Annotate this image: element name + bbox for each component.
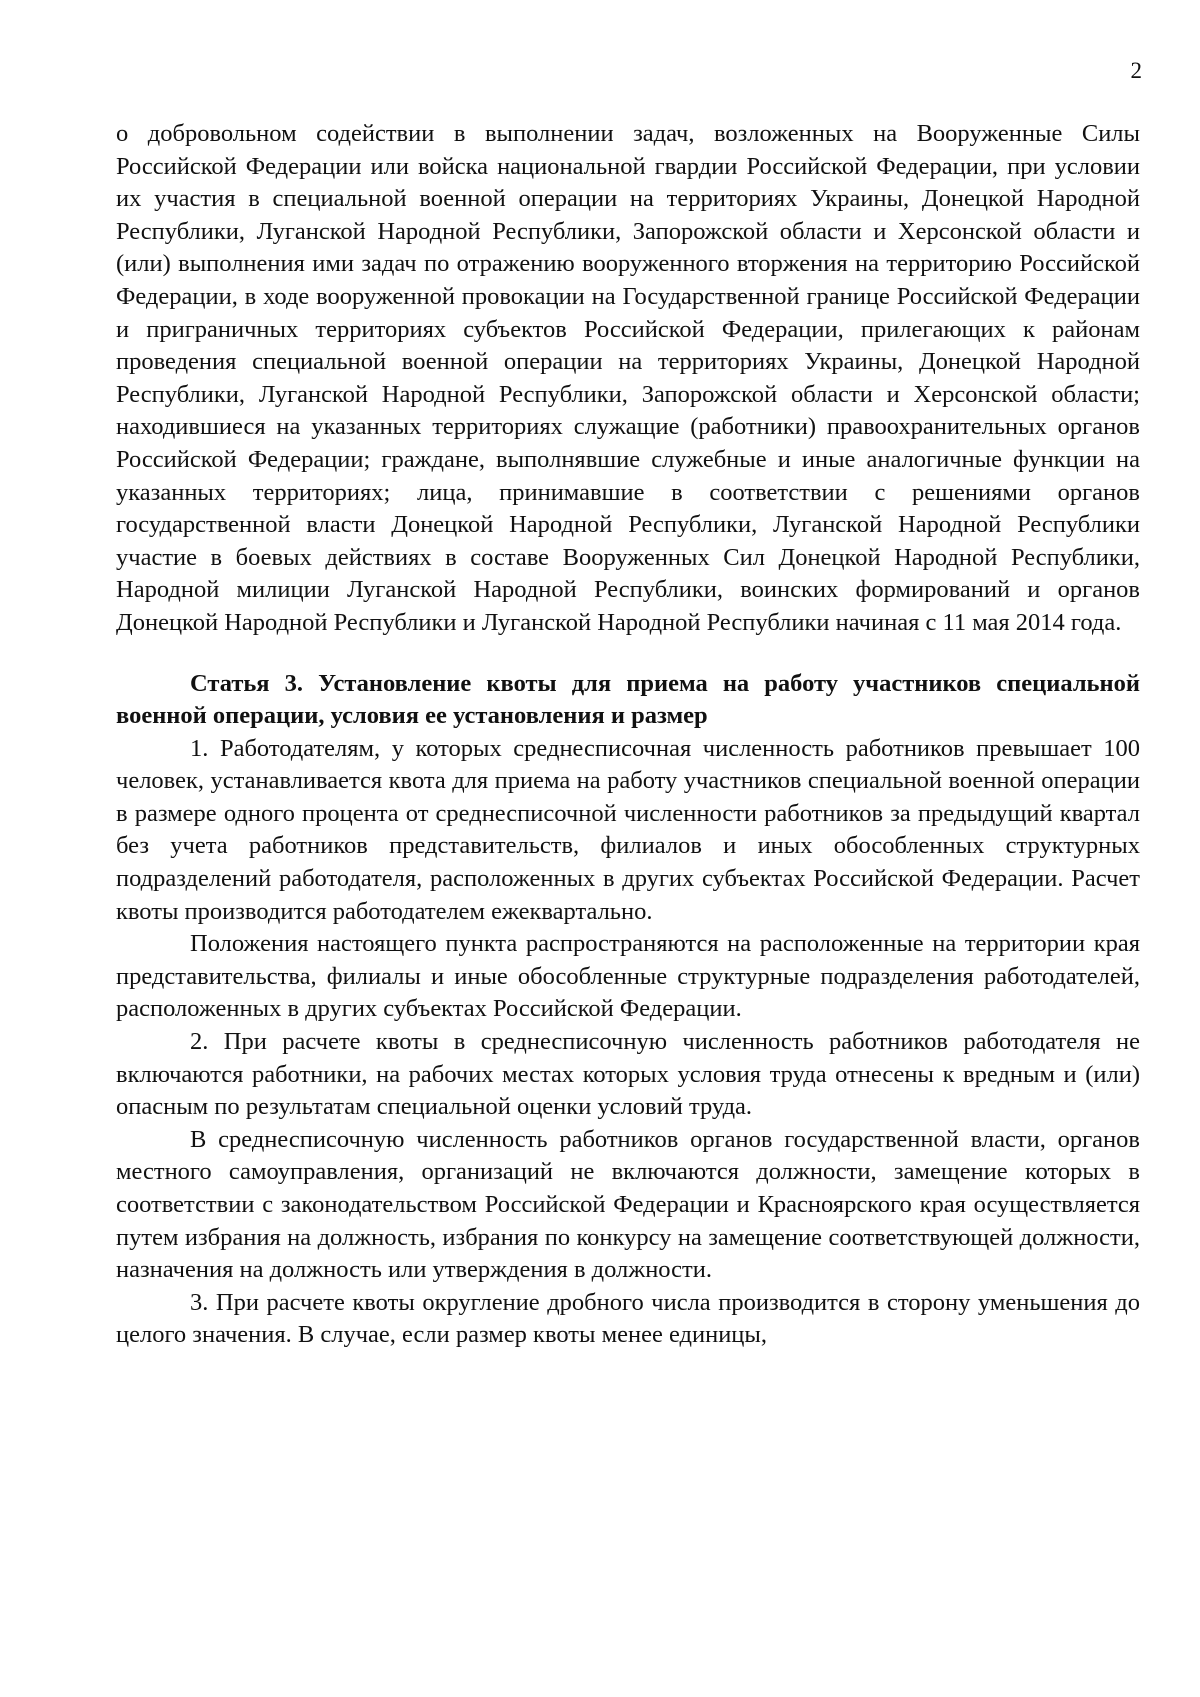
page-number: 2 [1130,58,1142,83]
paragraph-3: 3. При расчете квоты округление дробного числа производится в сторону уменьшения до целого значения. В случае, если размер квоты менее единицы, [116,1288,1140,1349]
continued-paragraph: о добровольном содействии в выполнении задач, возложенных на Вооруженные Силы Российской Федерации или войска национальной гвардии Российской Федерации, при условии их участия в специальной военной операции на территориях Украины, Донецкой Народной Республики, Луганской Народной Республики, Запорожской области и Херсонской области и (или) выполнения ими задач по отражению вооруженного вторжения на территорию Российской Федерации, в ходе вооруженной провокации на Государственной границе Российской Федерации и приграничных территориях субъектов Российской Федерации, прилегающих к районам проведения специальной военной операции на территориях Украины, Донецкой Народной Республики, Луганской Народной Республики, Запорожской области и Херсонской области; находившиеся на указанных территориях служащие (работники) правоохранительных органов Российской Федерации; граждане, выполнявшие служебные и иные аналогичные функции на указанных территориях; лица, принимавшие в соответствии с решениями органов государственной власти Донецкой Народной Республики, Луганской Народной Республики участие в боевых действиях в составе Вооруженных Сил Донецкой Народной Республики, Народной милиции Луганской Народной Республики, воинских формирований и органов Донецкой Народной Республики и Луганской Народной Республики начиная с 11 мая 2014 года. [116,120,1140,636]
article-title: Статья 3. Установление квоты для приема на работу участников специальной военной операции, условия ее установления и размер [116,669,1140,730]
document-body [116,118,1140,1352]
paragraph-2: 2. При расчете квоты в среднесписочную численность работников работодателя не включаются работники, на рабочих местах которых условия труда отнесены к вредным и (или) опасным по результатам специальной оценки условий труда. [116,1028,1140,1121]
paragraph-1: 1. Работодателям, у которых среднесписочная численность работников превышает 100 человек, устанавливается квота для приема на работу участников специальной военной операции в размере одного процента от среднесписочной численности работников за предыдущий квартал без учета работников представительств, филиалов и иных обособленных структурных подразделений работодателя, расположенных в других субъектах Российской Федерации. Расчет квоты производится работодателем ежеквартально. [116,734,1140,925]
paragraph-1-provisions: Положения настоящего пункта распространяются на расположенные на территории края представительства, филиалы и иные обособленные структурные подразделения работодателей, расположенных в других субъектах Российской Федерации. [116,930,1140,1023]
paragraph-2-exclusions: В среднесписочную численность работников органов государственной власти, органов местного самоуправления, организаций не включаются должности, замещение которых в соответствии с законодательством Российской Федерации и Красноярского края осуществляется путем избрания на должность, избрания по конкурсу на замещение соответствующей должности, назначения на должность или утверждения в должности. [116,1125,1140,1284]
